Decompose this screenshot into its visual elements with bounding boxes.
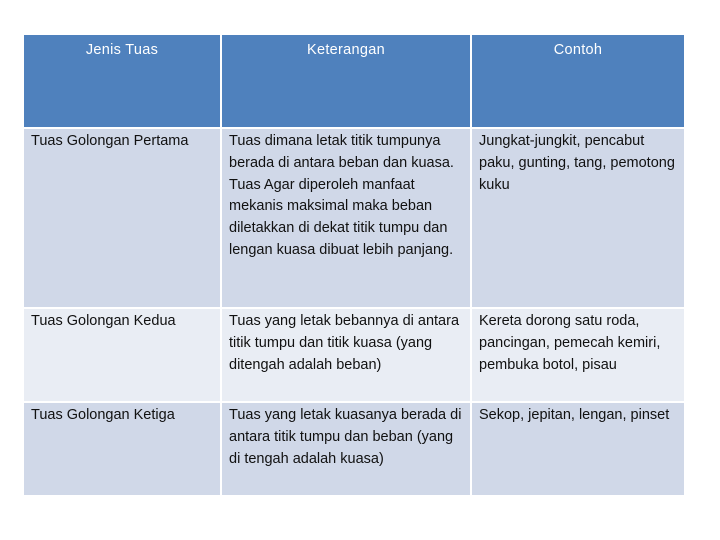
cell-contoh: Sekop, jepitan, lengan, pinset: [472, 403, 684, 497]
header-row: [24, 35, 684, 129]
cell-jenis: Tuas Golongan Pertama: [24, 129, 222, 309]
cell-keterangan: Tuas yang letak bebannya di antara titik tumpu dan titik kuasa (yang ditengah adalah beban): [222, 309, 472, 403]
header-jenis-tuas: Jenis Tuas: [24, 35, 222, 129]
cell-contoh: Kereta dorong satu roda, pancingan, pemecah kemiri, pembuka botol, pisau: [472, 309, 684, 403]
cell-contoh: Jungkat-jungkit, pencabut paku, gunting, tang, pemotong kuku: [472, 129, 684, 309]
table-row: [24, 129, 684, 309]
header-contoh: Contoh: [472, 35, 684, 129]
table-row: [24, 403, 684, 497]
table-row: [24, 309, 684, 403]
cell-keterangan: Tuas dimana letak titik tumpunya berada di antara beban dan kuasa. Tuas Agar diperoleh manfaat mekanis maksimal maka beban diletakkan di dekat titik tumpu dan lengan kuasa dibuat lebih panjang.: [222, 129, 472, 309]
cell-jenis: Tuas Golongan Ketiga: [24, 403, 222, 497]
cell-jenis: Tuas Golongan Kedua: [24, 309, 222, 403]
cell-keterangan: Tuas yang letak kuasanya berada di antara titik tumpu dan beban (yang di tengah adalah kuasa): [222, 403, 472, 497]
header-keterangan: Keterangan: [222, 35, 472, 129]
lever-types-table: [24, 35, 684, 497]
